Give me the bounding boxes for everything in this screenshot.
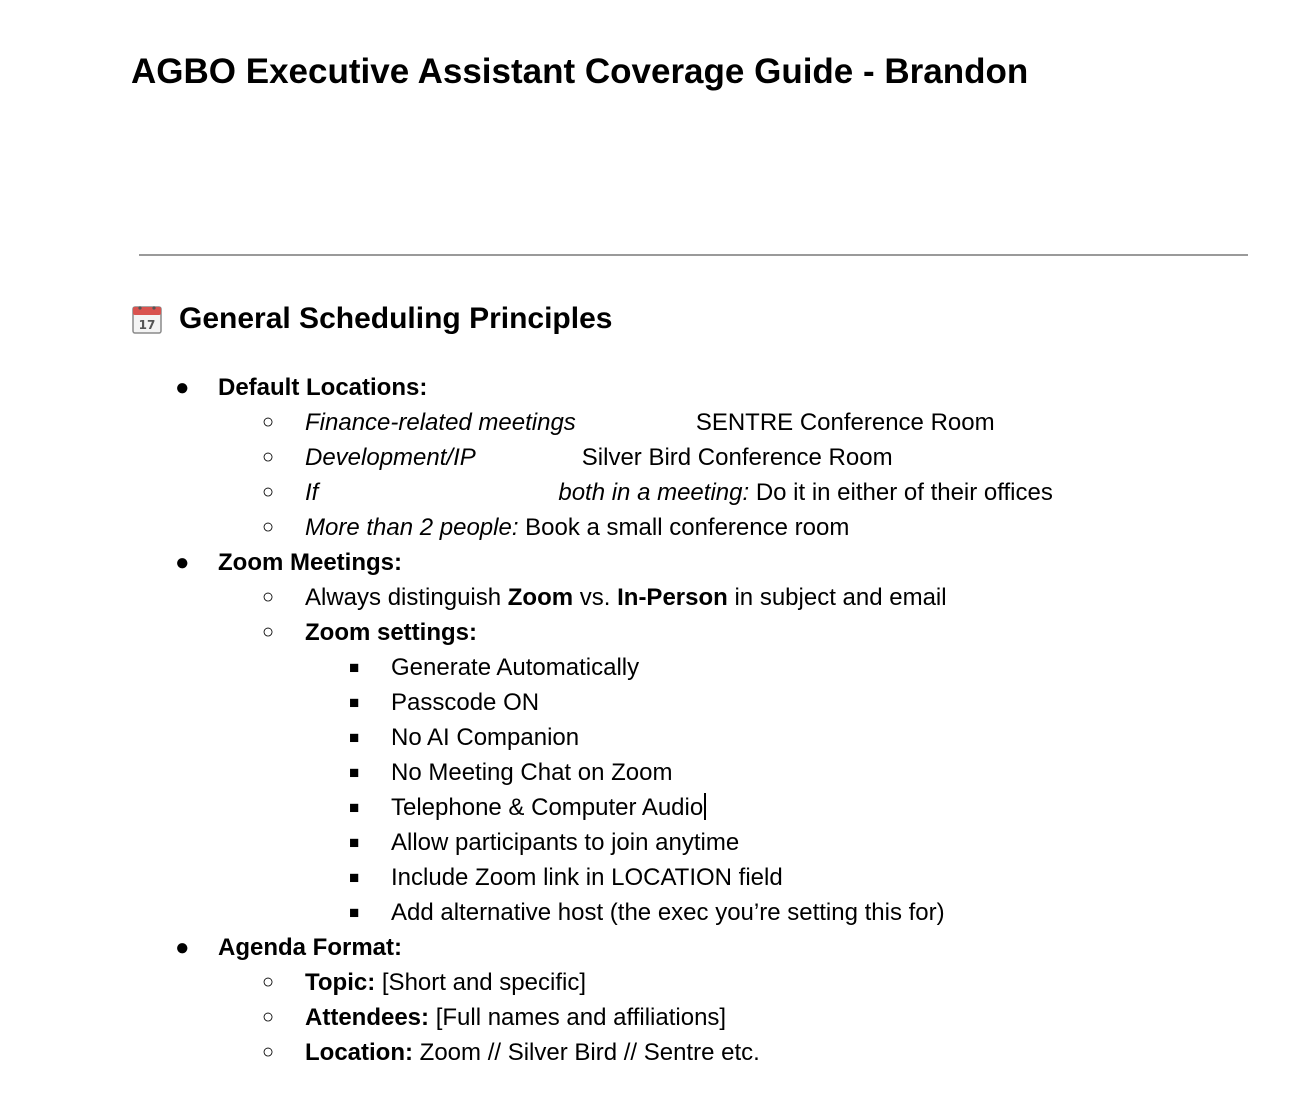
list-item-development-meetings xyxy=(0,440,1314,475)
list-item-agenda-format xyxy=(0,930,1314,965)
list-item-agenda-topic xyxy=(0,965,1314,1000)
list-item-agenda-attendees xyxy=(0,1000,1314,1035)
agenda-topic-value: [Short and specific] xyxy=(381,969,586,996)
bullet-disc: ● xyxy=(175,934,190,961)
zoom-settings-label: Zoom settings: xyxy=(305,619,477,646)
bullet-disc: ● xyxy=(175,374,190,401)
bullet-circle: ○ xyxy=(262,481,275,503)
distinguish-pre: Always distinguish xyxy=(305,584,502,611)
list-item-setting xyxy=(0,895,1314,930)
list-item-distinguish xyxy=(0,580,1314,615)
list-item-default-locations xyxy=(0,370,1314,405)
zoom-meetings-label: Zoom Meetings: xyxy=(218,549,402,576)
list-item-setting xyxy=(0,860,1314,895)
agenda-attendees-value: [Full names and affiliations] xyxy=(435,1004,727,1031)
list-item-setting xyxy=(0,825,1314,860)
bullet-circle: ○ xyxy=(262,1006,275,1028)
bullet-circle: ○ xyxy=(262,1041,275,1063)
setting-text: Telephone & Computer Audio xyxy=(391,794,704,821)
setting-text: Allow participants to join anytime xyxy=(391,829,740,856)
bullet-square: ■ xyxy=(349,868,360,887)
setting-text: No Meeting Chat on Zoom xyxy=(391,759,673,786)
section-heading xyxy=(131,302,612,336)
setting-text: Passcode ON xyxy=(391,689,540,716)
list-item-agenda-location xyxy=(0,1035,1314,1070)
list-item-setting xyxy=(0,650,1314,685)
bullet-square: ■ xyxy=(349,658,360,677)
bullet-square: ■ xyxy=(349,833,360,852)
bullet-list xyxy=(0,370,1314,1070)
default-locations-label: Default Locations: xyxy=(218,374,428,401)
document-title: AGBO Executive Assistant Coverage Guide - Brandon xyxy=(131,52,1029,91)
both-lead-2: both in a meeting: xyxy=(558,479,750,506)
distinguish-in-person: In-Person xyxy=(617,584,728,611)
list-item-setting xyxy=(0,790,1314,825)
agenda-topic-key: Topic: xyxy=(305,969,376,996)
bullet-circle: ○ xyxy=(262,971,275,993)
bullet-square: ■ xyxy=(349,728,360,747)
finance-value: SENTRE Conference Room xyxy=(695,409,995,436)
finance-lead: Finance-related meetings xyxy=(305,409,576,436)
list-item-zoom-settings xyxy=(0,615,1314,650)
agenda-format-label: Agenda Format: xyxy=(218,934,403,961)
list-item-setting xyxy=(0,685,1314,720)
both-lead: If xyxy=(305,479,319,506)
bullet-square: ■ xyxy=(349,798,360,817)
agenda-attendees-key: Attendees: xyxy=(305,1004,430,1031)
list-item-zoom-meetings xyxy=(0,545,1314,580)
section-heading-text: General Scheduling Principles xyxy=(179,302,613,335)
list-item-setting xyxy=(0,755,1314,790)
distinguish-vs: vs. xyxy=(579,584,611,611)
agenda-location-value: Zoom // Silver Bird // Sentre etc. xyxy=(419,1039,760,1066)
bullet-circle: ○ xyxy=(262,446,275,468)
bullet-circle: ○ xyxy=(262,516,275,538)
more-than-two-value: Book a small conference room xyxy=(525,514,850,541)
list-item-both-in-meeting xyxy=(0,475,1314,510)
setting-text: No AI Companion xyxy=(391,724,580,751)
setting-text: Include Zoom link in LOCATION field xyxy=(391,864,783,891)
development-value: Silver Bird Conference Room xyxy=(581,444,893,471)
list-item-finance-meetings xyxy=(0,405,1314,440)
bullet-square: ■ xyxy=(349,763,360,782)
text-cursor xyxy=(704,793,706,820)
bullet-disc: ● xyxy=(175,549,190,576)
distinguish-zoom: Zoom xyxy=(507,584,574,611)
both-value: Do it in either of their offices xyxy=(755,479,1053,506)
list-item-more-than-two xyxy=(0,510,1314,545)
calendar-icon xyxy=(132,304,162,334)
list-item-setting xyxy=(0,720,1314,755)
setting-text: Add alternative host (the exec you’re setting this for) xyxy=(391,899,945,926)
calendar-day-text: 17 xyxy=(138,318,156,332)
horizontal-rule xyxy=(139,254,1248,256)
bullet-square: ■ xyxy=(349,903,360,922)
agenda-location-key: Location: xyxy=(305,1039,413,1066)
more-than-two-lead: More than 2 people: xyxy=(305,514,519,541)
bullet-square: ■ xyxy=(349,693,360,712)
bullet-circle: ○ xyxy=(262,621,275,643)
setting-text: Generate Automatically xyxy=(391,654,640,681)
distinguish-post: in subject and email xyxy=(734,584,947,611)
development-lead: Development/IP xyxy=(305,444,476,471)
bullet-circle: ○ xyxy=(262,411,275,433)
bullet-circle: ○ xyxy=(262,586,275,608)
